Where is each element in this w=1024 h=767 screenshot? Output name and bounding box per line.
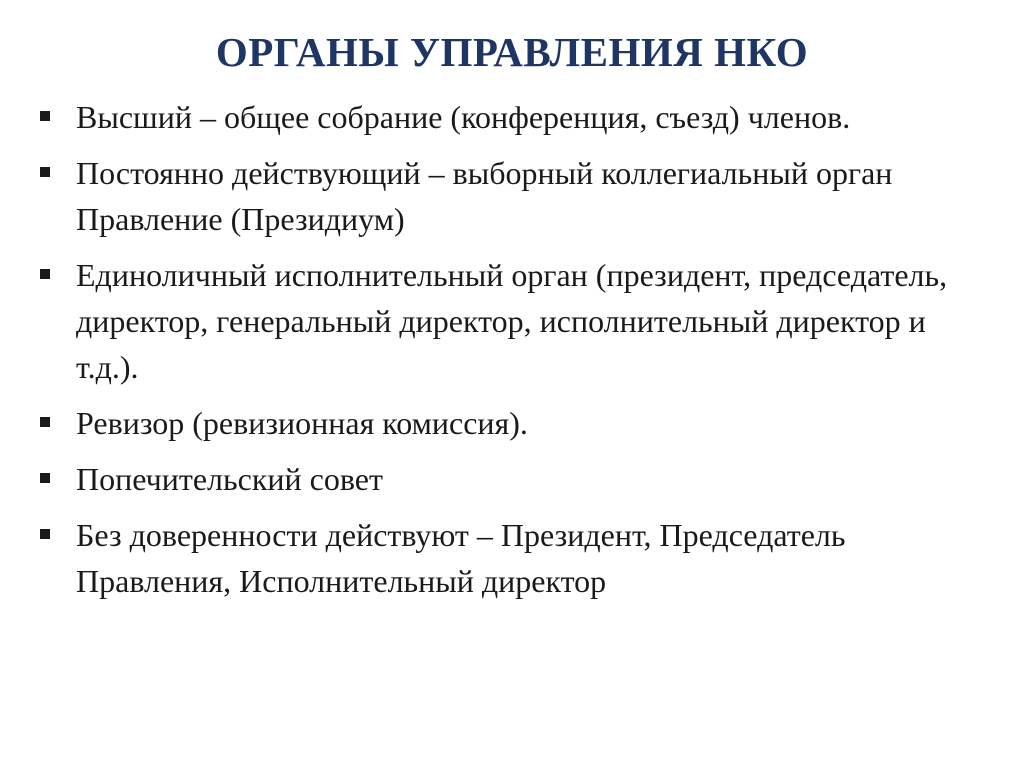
bullet-text: Попечительский совет: [76, 461, 383, 497]
bullet-item: [36, 512, 996, 604]
bullet-text: Высший – общее собрание (конференция, съезд) членов.: [76, 99, 851, 135]
bullet-item: [36, 400, 996, 446]
square-bullet-icon: [40, 473, 50, 483]
bullet-item: [36, 94, 996, 140]
bullet-text: Единоличный исполнительный орган (президент, председатель, директор, генеральный директор, исполнительный директор и т.д.).: [76, 257, 948, 385]
square-bullet-icon: [40, 417, 50, 427]
bullet-item: [36, 252, 996, 390]
bullet-text: Постоянно действующий – выборный коллегиальный орган Правление (Президиум): [76, 155, 893, 237]
bullet-list: [36, 94, 996, 614]
square-bullet-icon: [40, 167, 50, 177]
bullet-item: [36, 456, 996, 502]
slide-title: ОРГАНЫ УПРАВЛЕНИЯ НКО: [215, 29, 809, 75]
square-bullet-icon: [40, 111, 50, 121]
square-bullet-icon: [40, 529, 50, 539]
square-bullet-icon: [40, 269, 50, 279]
bullet-item: [36, 150, 996, 242]
bullet-text: Без доверенности действуют – Президент, Председатель Правления, Исполнительный директор: [76, 517, 846, 599]
bullet-text: Ревизор (ревизионная комиссия).: [76, 405, 528, 441]
